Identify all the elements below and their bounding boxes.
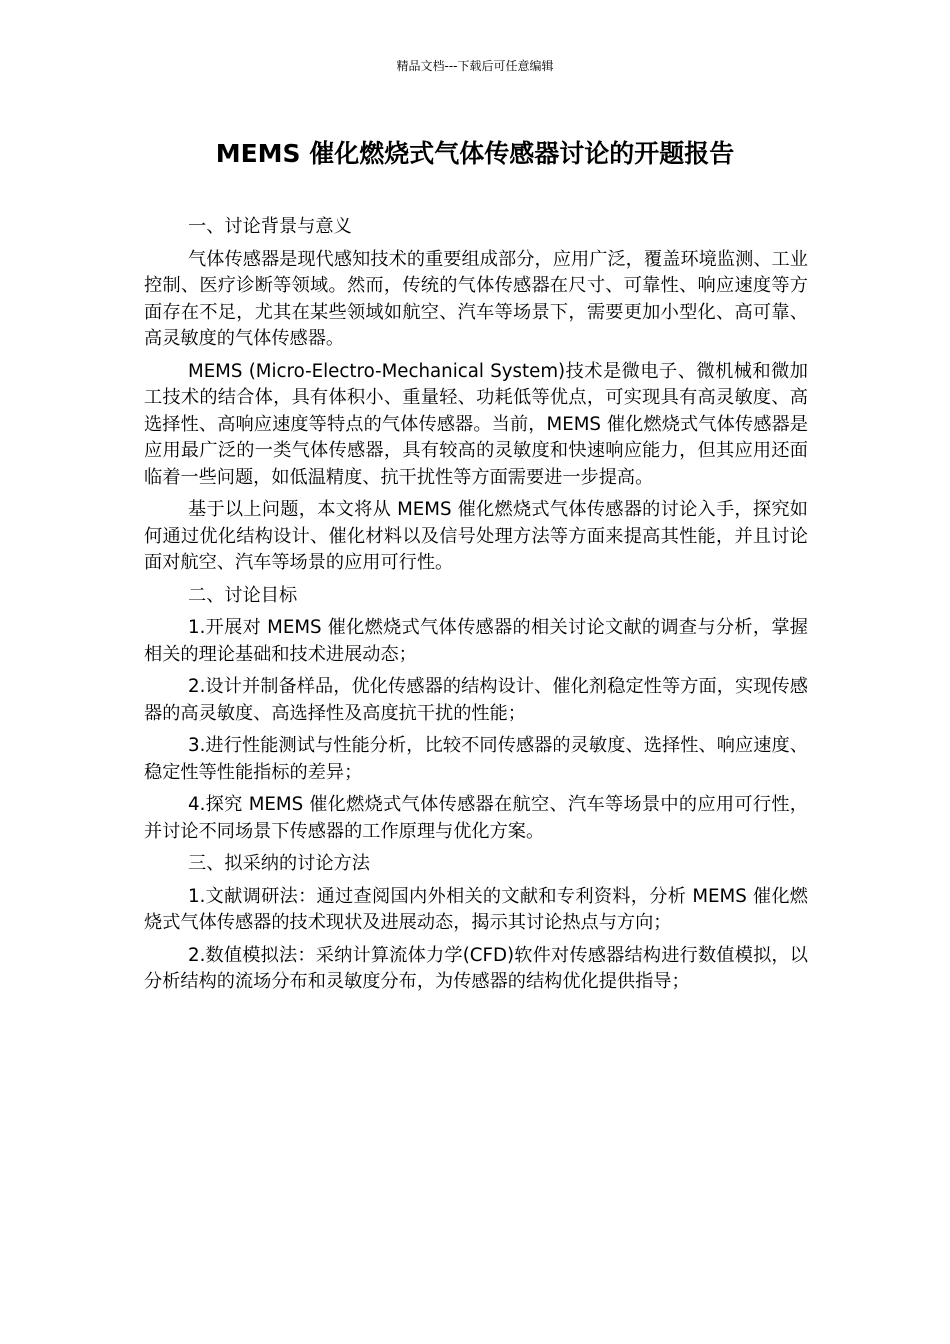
list-item: 3.进行性能测试与性能分析，比较不同传感器的灵敏度、选择性、响应速度、稳定性等性能指标的差异； [144,735,808,783]
section-heading-methods: 三、拟采纳的讨论方法 [188,853,370,874]
section-heading-goals: 二、讨论目标 [188,584,298,606]
page-title: MEMS 催化燃烧式气体传感器讨论的开题报告 [215,139,735,168]
section-heading-background: 一、讨论背景与意义 [188,216,352,237]
list-item: 2.设计并制备样品，优化传感器的结构设计、催化剂稳定性等方面，实现传感器的高灵敏度、高选择性及高度抗干扰的性能； [144,676,808,724]
paragraph: 气体传感器是现代感知技术的重要组成部分，应用广泛，覆盖环境监测、工业控制、医疗诊断等领域。然而，传统的气体传感器在尺寸、可靠性、响应速度等方面存在不足，尤其在某些领域如航空、汽车等场景下，需要更加小型化、高可靠、高灵敏度的气体传感器。 [144,248,808,349]
paragraph: 基于以上问题，本文将从 MEMS 催化燃烧式气体传感器的讨论入手，探究如何通过优化结构设计、催化材料以及信号处理方法等方面来提高其性能，并且讨论面对航空、汽车等场景的应用可行性。 [144,499,808,573]
header-note: 精品文档---下载后可任意编辑 [396,59,554,73]
document-body [144,214,808,1002]
paragraph: MEMS (Micro-Electro-Mechanical System)技术是微电子、微机械和微加工技术的结合体，具有体积小、重量轻、功耗低等优点，可实现具有高灵敏度、高选择性、高响应速度等特点的气体传感器。当前，MEMS 催化燃烧式气体传感器是应用最广泛的一类气体传感器，具有较高的灵敏度和快速响应能力，但其应用还面临着一些问题，如低温精度、抗干扰性等方面需要进一步提高。 [144,360,808,488]
list-item: 2.数值模拟法：采纳计算流体力学(CFD)软件对传感器结构进行数值模拟，以分析结构的流场分布和灵敏度分布，为传感器的结构优化提供指导； [144,944,808,992]
list-item: 4.探究 MEMS 催化燃烧式气体传感器在航空、汽车等场景中的应用可行性，并讨论不同场景下传感器的工作原理与优化方案。 [144,794,808,842]
list-item: 1.文献调研法：通过查阅国内外相关的文献和专利资料，分析 MEMS 催化燃烧式气体传感器的技术现状及进展动态，揭示其讨论热点与方向； [144,885,808,933]
list-item: 1.开展对 MEMS 催化燃烧式气体传感器的相关讨论文献的调查与分析，掌握相关的理论基础和技术进展动态； [144,617,808,665]
